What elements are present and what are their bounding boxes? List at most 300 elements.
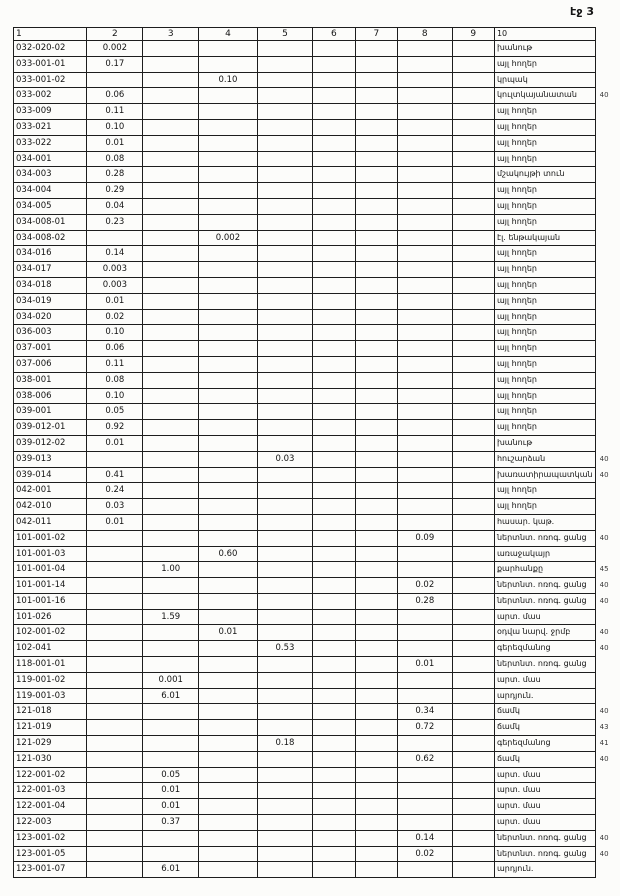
cell-col-10: էլ. ենթակայան <box>494 230 595 246</box>
cell-col-4 <box>199 404 258 420</box>
cell-col-5 <box>257 88 312 104</box>
margin-note <box>595 388 619 404</box>
cell-col-6 <box>313 672 355 688</box>
cell-col-9 <box>452 546 494 562</box>
cell-col-6 <box>313 41 355 57</box>
cell-col-6 <box>313 372 355 388</box>
table-header <box>14 28 620 41</box>
cell-col-9 <box>452 672 494 688</box>
margin-note: 40 <box>599 596 609 605</box>
cell-col-9 <box>452 119 494 135</box>
margin-note <box>595 767 619 783</box>
margin-note <box>595 262 619 278</box>
table-row <box>14 356 620 372</box>
margin-note <box>595 119 619 135</box>
cell-col-1: 101-001-14 <box>14 578 87 594</box>
cell-col-8: 0.09 <box>398 530 453 546</box>
margin-note <box>595 356 619 372</box>
cell-col-6 <box>313 388 355 404</box>
cell-col-7 <box>355 688 397 704</box>
cell-col-6 <box>313 514 355 530</box>
cell-col-3 <box>143 388 199 404</box>
cell-col-6 <box>313 88 355 104</box>
table-row <box>14 830 620 846</box>
cell-col-10: ներտնտ. ոռոգ. ցանց <box>494 593 595 609</box>
cell-col-10: գերեզմանոց <box>494 641 595 657</box>
cell-col-9 <box>452 104 494 120</box>
table-row <box>14 799 620 815</box>
cell-col-3: 0.05 <box>143 767 199 783</box>
cell-col-2: 0.003 <box>87 262 143 278</box>
cell-col-8 <box>398 183 453 199</box>
table-row <box>14 135 620 151</box>
cell-col-2 <box>87 641 143 657</box>
cell-col-5 <box>257 657 312 673</box>
cell-col-5 <box>257 830 312 846</box>
margin-note <box>595 41 619 57</box>
cell-col-4 <box>199 88 258 104</box>
table-row <box>14 720 620 736</box>
cell-col-4 <box>199 846 258 862</box>
margin-note: 40 <box>599 454 609 463</box>
cell-col-5 <box>257 799 312 815</box>
cell-col-3: 0.37 <box>143 815 199 831</box>
cell-col-10: ներտնտ. ոռոգ. ցանց <box>494 578 595 594</box>
cell-col-10: այլ հողեր <box>494 104 595 120</box>
cell-col-8 <box>398 767 453 783</box>
cell-col-4 <box>199 641 258 657</box>
cell-col-4 <box>199 341 258 357</box>
cell-col-5 <box>257 262 312 278</box>
cell-col-7 <box>355 657 397 673</box>
cell-col-7 <box>355 309 397 325</box>
cell-col-10: առաջակայր <box>494 546 595 562</box>
margin-note <box>595 483 619 499</box>
cell-col-7 <box>355 483 397 499</box>
cell-col-9 <box>452 688 494 704</box>
margin-note: 40 <box>599 644 609 653</box>
cell-col-9 <box>452 562 494 578</box>
cell-col-2: 0.41 <box>87 467 143 483</box>
cell-col-1: 037-006 <box>14 356 87 372</box>
table-row <box>14 183 620 199</box>
cell-col-9 <box>452 356 494 372</box>
cell-col-1: 039-014 <box>14 467 87 483</box>
cell-col-3 <box>143 277 199 293</box>
cell-col-6 <box>313 246 355 262</box>
table-row <box>14 41 620 57</box>
cell-col-2: 0.17 <box>87 56 143 72</box>
cell-col-4 <box>199 56 258 72</box>
cell-col-7 <box>355 404 397 420</box>
cell-col-6 <box>313 467 355 483</box>
cell-col-2: 0.06 <box>87 88 143 104</box>
cell-col-6 <box>313 198 355 214</box>
cell-col-10: խանութ <box>494 435 595 451</box>
cell-col-9 <box>452 135 494 151</box>
cell-col-5 <box>257 198 312 214</box>
cell-col-1: 039-013 <box>14 451 87 467</box>
margin-note: 40 <box>599 581 609 590</box>
cell-col-10: այլ հողեր <box>494 262 595 278</box>
table-row <box>14 688 620 704</box>
cell-col-3 <box>143 625 199 641</box>
cell-col-5 <box>257 783 312 799</box>
cell-col-1: 033-001-01 <box>14 56 87 72</box>
cell-col-3 <box>143 499 199 515</box>
cell-col-1: 123-001-07 <box>14 862 87 878</box>
cell-col-10: այլ հողեր <box>494 404 595 420</box>
cell-col-9 <box>452 736 494 752</box>
cell-col-2 <box>87 530 143 546</box>
cell-col-3: 0.01 <box>143 799 199 815</box>
cell-col-7 <box>355 815 397 831</box>
cell-col-3 <box>143 214 199 230</box>
cell-col-6 <box>313 593 355 609</box>
cell-col-2 <box>87 625 143 641</box>
cell-col-4 <box>199 736 258 752</box>
cell-col-10: արտ. մաս <box>494 783 595 799</box>
cell-col-5 <box>257 720 312 736</box>
cell-col-4 <box>199 657 258 673</box>
cell-col-6 <box>313 214 355 230</box>
cell-col-1: 122-001-03 <box>14 783 87 799</box>
cell-col-10: այլ հողեր <box>494 372 595 388</box>
margin-note <box>595 309 619 325</box>
cell-col-10: այլ հողեր <box>494 420 595 436</box>
cell-col-3 <box>143 104 199 120</box>
cell-col-8 <box>398 736 453 752</box>
column-header-3: 3 <box>143 28 199 41</box>
table-row <box>14 56 620 72</box>
cell-col-5 <box>257 546 312 562</box>
cell-col-6 <box>313 262 355 278</box>
table-row <box>14 420 620 436</box>
cell-col-9 <box>452 467 494 483</box>
cell-col-6 <box>313 657 355 673</box>
cell-col-5 <box>257 56 312 72</box>
cell-col-1: 033-022 <box>14 135 87 151</box>
cell-col-2 <box>87 783 143 799</box>
cell-col-10: արդյուն. <box>494 862 595 878</box>
cell-col-7 <box>355 467 397 483</box>
cell-col-8 <box>398 388 453 404</box>
cell-col-5 <box>257 751 312 767</box>
cell-col-10: այլ հողեր <box>494 309 595 325</box>
cell-col-3 <box>143 372 199 388</box>
table-row <box>14 119 620 135</box>
cell-col-1: 119-001-03 <box>14 688 87 704</box>
cell-col-4 <box>199 578 258 594</box>
cell-col-9 <box>452 578 494 594</box>
cell-col-1: 038-006 <box>14 388 87 404</box>
margin-note: 43 <box>599 723 609 732</box>
cell-col-3 <box>143 846 199 862</box>
cell-col-6 <box>313 862 355 878</box>
cell-col-2: 0.06 <box>87 341 143 357</box>
cell-col-3 <box>143 198 199 214</box>
cell-col-7 <box>355 119 397 135</box>
cell-col-6 <box>313 341 355 357</box>
margin-note <box>595 815 619 831</box>
cell-col-8 <box>398 641 453 657</box>
cell-col-7 <box>355 451 397 467</box>
cell-col-9 <box>452 830 494 846</box>
margin-note <box>595 167 619 183</box>
cell-col-10: արտ. մաս <box>494 799 595 815</box>
cell-col-6 <box>313 846 355 862</box>
table-row <box>14 467 620 483</box>
cell-col-7 <box>355 262 397 278</box>
cell-col-5 <box>257 704 312 720</box>
cell-col-9 <box>452 183 494 199</box>
cell-col-4 <box>199 451 258 467</box>
cell-col-3: 6.01 <box>143 688 199 704</box>
cell-col-8 <box>398 167 453 183</box>
cell-col-6 <box>313 72 355 88</box>
cell-col-1: 102-041 <box>14 641 87 657</box>
margin-note <box>595 404 619 420</box>
cell-col-3 <box>143 514 199 530</box>
table-row <box>14 593 620 609</box>
cell-col-3 <box>143 41 199 57</box>
cell-col-9 <box>452 499 494 515</box>
table-row <box>14 167 620 183</box>
cell-col-6 <box>313 325 355 341</box>
cell-col-5 <box>257 404 312 420</box>
table-row <box>14 214 620 230</box>
margin-note <box>595 183 619 199</box>
cell-col-9 <box>452 56 494 72</box>
cell-col-10: այլ հողեր <box>494 356 595 372</box>
cell-col-2: 0.11 <box>87 104 143 120</box>
cell-col-6 <box>313 578 355 594</box>
cell-col-7 <box>355 830 397 846</box>
cell-col-2: 0.28 <box>87 167 143 183</box>
cell-col-5 <box>257 767 312 783</box>
cell-col-7 <box>355 530 397 546</box>
cell-col-2 <box>87 767 143 783</box>
margin-note <box>595 799 619 815</box>
cell-col-1: 101-001-02 <box>14 530 87 546</box>
cell-col-3 <box>143 72 199 88</box>
cell-col-7 <box>355 799 397 815</box>
cell-col-6 <box>313 183 355 199</box>
cell-col-9 <box>452 214 494 230</box>
cell-col-9 <box>452 372 494 388</box>
cell-col-4 <box>199 246 258 262</box>
cell-col-8: 0.02 <box>398 846 453 862</box>
cell-col-8 <box>398 451 453 467</box>
cell-col-3 <box>143 119 199 135</box>
column-header-8: 8 <box>398 28 453 41</box>
cell-col-4: 0.01 <box>199 625 258 641</box>
cell-col-7 <box>355 546 397 562</box>
cell-col-8 <box>398 262 453 278</box>
cell-col-5 <box>257 104 312 120</box>
table-row <box>14 499 620 515</box>
cell-col-1: 102-001-02 <box>14 625 87 641</box>
cell-col-7 <box>355 341 397 357</box>
margin-note <box>595 72 619 88</box>
margin-note <box>595 277 619 293</box>
cell-col-9 <box>452 593 494 609</box>
cell-col-6 <box>313 151 355 167</box>
cell-col-5 <box>257 372 312 388</box>
cell-col-7 <box>355 625 397 641</box>
cell-col-5 <box>257 846 312 862</box>
cell-col-10: կուլտկայանատան <box>494 88 595 104</box>
cell-col-2: 0.10 <box>87 119 143 135</box>
cell-col-1: 121-019 <box>14 720 87 736</box>
table-row <box>14 435 620 451</box>
cell-col-2 <box>87 609 143 625</box>
cell-col-6 <box>313 767 355 783</box>
cell-col-2: 0.29 <box>87 183 143 199</box>
margin-note <box>595 293 619 309</box>
cell-col-8: 0.62 <box>398 751 453 767</box>
cell-col-7 <box>355 135 397 151</box>
cell-col-8: 0.72 <box>398 720 453 736</box>
margin-note: 40 <box>599 91 609 100</box>
column-header-5: 5 <box>257 28 312 41</box>
cell-col-8 <box>398 483 453 499</box>
cell-col-10: հուշարձան <box>494 451 595 467</box>
cell-col-4 <box>199 104 258 120</box>
cell-col-8 <box>398 625 453 641</box>
cell-col-9 <box>452 262 494 278</box>
column-header-1: 1 <box>14 28 87 41</box>
cell-col-6 <box>313 167 355 183</box>
margin-note <box>595 435 619 451</box>
cell-col-7 <box>355 88 397 104</box>
cell-col-7 <box>355 214 397 230</box>
table-row <box>14 751 620 767</box>
cell-col-10: այլ հողեր <box>494 277 595 293</box>
cell-col-1: 038-001 <box>14 372 87 388</box>
table-row <box>14 657 620 673</box>
cell-col-1: 032-020-02 <box>14 41 87 57</box>
margin-note <box>595 657 619 673</box>
cell-col-9 <box>452 767 494 783</box>
cell-col-5 <box>257 246 312 262</box>
cell-col-8: 0.01 <box>398 657 453 673</box>
cell-col-9 <box>452 751 494 767</box>
cell-col-3 <box>143 325 199 341</box>
cell-col-3 <box>143 88 199 104</box>
cell-col-6 <box>313 783 355 799</box>
cell-col-10: մշակույթի տուն <box>494 167 595 183</box>
cell-col-4: 0.002 <box>199 230 258 246</box>
cell-col-2 <box>87 593 143 609</box>
cell-col-7 <box>355 230 397 246</box>
margin-note: 41 <box>599 739 609 748</box>
cell-col-8 <box>398 514 453 530</box>
cell-col-3 <box>143 751 199 767</box>
cell-col-8 <box>398 119 453 135</box>
cell-col-3 <box>143 293 199 309</box>
cell-col-10: այլ հողեր <box>494 483 595 499</box>
cell-col-6 <box>313 404 355 420</box>
cell-col-4 <box>199 41 258 57</box>
cell-col-1: 039-012-01 <box>14 420 87 436</box>
cell-col-3 <box>143 736 199 752</box>
cell-col-6 <box>313 499 355 515</box>
cell-col-4 <box>199 277 258 293</box>
margin-note <box>595 514 619 530</box>
cell-col-2: 0.11 <box>87 356 143 372</box>
cell-col-5 <box>257 625 312 641</box>
cell-col-7 <box>355 672 397 688</box>
cell-col-7 <box>355 167 397 183</box>
cell-col-1: 122-003 <box>14 815 87 831</box>
cell-col-2: 0.01 <box>87 435 143 451</box>
cell-col-10: այլ հողեր <box>494 198 595 214</box>
table-row <box>14 641 620 657</box>
cell-col-7 <box>355 783 397 799</box>
cell-col-8 <box>398 88 453 104</box>
table-row <box>14 451 620 467</box>
cell-col-4 <box>199 751 258 767</box>
cell-col-3: 6.01 <box>143 862 199 878</box>
cell-col-6 <box>313 277 355 293</box>
margin-note <box>595 341 619 357</box>
margin-note <box>595 499 619 515</box>
cell-col-2: 0.01 <box>87 135 143 151</box>
cell-col-1: 101-001-03 <box>14 546 87 562</box>
cell-col-5 <box>257 483 312 499</box>
cell-col-3 <box>143 420 199 436</box>
cell-col-1: 039-012-02 <box>14 435 87 451</box>
cell-col-8 <box>398 672 453 688</box>
cell-col-8 <box>398 72 453 88</box>
cell-col-2: 0.002 <box>87 41 143 57</box>
cell-col-10: ներտնտ. ոռոգ. ցանց <box>494 530 595 546</box>
cell-col-6 <box>313 641 355 657</box>
cell-col-9 <box>452 846 494 862</box>
cell-col-5 <box>257 72 312 88</box>
cell-col-5 <box>257 167 312 183</box>
cell-col-5 <box>257 183 312 199</box>
cell-col-6 <box>313 720 355 736</box>
cell-col-4 <box>199 356 258 372</box>
margin-note: 40 <box>599 707 609 716</box>
cell-col-5 <box>257 135 312 151</box>
margin-note <box>595 862 619 878</box>
cell-col-3 <box>143 530 199 546</box>
cell-col-8 <box>398 293 453 309</box>
margin-note <box>595 104 619 120</box>
cell-col-8 <box>398 435 453 451</box>
cell-col-7 <box>355 862 397 878</box>
table-row <box>14 783 620 799</box>
cell-col-5 <box>257 467 312 483</box>
margin-note: 40 <box>599 628 609 637</box>
cell-col-7 <box>355 151 397 167</box>
cell-col-6 <box>313 609 355 625</box>
margin-note: 40 <box>599 849 609 858</box>
cell-col-8 <box>398 562 453 578</box>
cell-col-5 <box>257 119 312 135</box>
margin-note <box>595 372 619 388</box>
cell-col-10: այլ հողեր <box>494 214 595 230</box>
cell-col-5 <box>257 514 312 530</box>
cell-col-7 <box>355 72 397 88</box>
cell-col-9 <box>452 657 494 673</box>
cell-col-9 <box>452 799 494 815</box>
cell-col-1: 123-001-05 <box>14 846 87 862</box>
cell-col-9 <box>452 88 494 104</box>
